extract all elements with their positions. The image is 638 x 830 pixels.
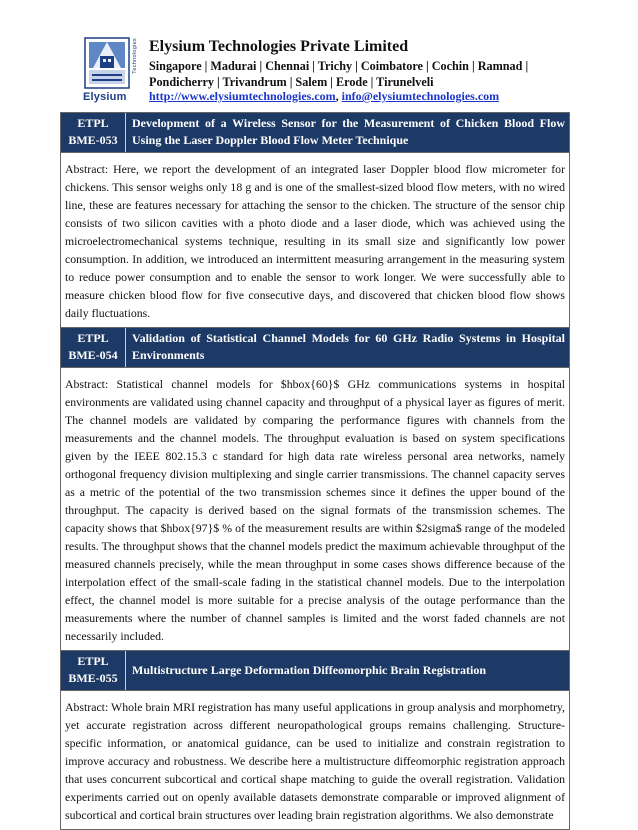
contact-separator: , — [335, 89, 342, 103]
entry-header — [61, 650, 569, 690]
entry-code-line1: ETPL — [77, 331, 109, 345]
company-locations: Singapore | Madurai | Chennai | Trichy | Coimbatore | Cochin | Ramnad | Pondicherry | Trivandrum | Salem | Erode | Tirunelveli — [149, 59, 529, 89]
entry-code-line2: BME-055 — [68, 671, 118, 685]
entry-abstract: Abstract: Here, we report the development of an integrated laser Doppler blood flow micrometer for chickens. This sensor weighs only 18 g and is one of the smallest-sized blood flow meters, with no wired line, these are features necessary for attaching the sensor to the chicken. The structure of the sensor chip consists of two silicon cavities with a photo diode and a laser diode, which was achieved using the microelectromechanical systems technique, resulting in its small size and significantly low power consumption. In addition, we introduced an intermittent measuring arrangement in the measuring system to reduce power consumption and to enable the sensor to work longer. We were successfully able to measure chicken blood flow for five consecutive days, and discovered that chicken blood flow shows daily fluctuations. — [61, 152, 569, 327]
entry-code-line1: ETPL — [77, 654, 109, 668]
page-header — [83, 30, 583, 106]
entry-code-line1: ETPL — [77, 116, 109, 130]
entry-title: Validation of Statistical Channel Models for 60 GHz Radio Systems in Hospital Environments — [132, 331, 565, 362]
company-name: Elysium Technologies Private Limited — [149, 38, 409, 55]
logo-wordmark: Elysium — [83, 91, 127, 103]
entry-title: Development of a Wireless Sensor for the Measurement of Chicken Blood Flow Using the Laser Doppler Blood Flow Meter Technique — [132, 116, 565, 147]
entry-abstract: Abstract: Whole brain MRI registration has many useful applications in group analysis and morphometry, yet accurate registration across different neuropathological groups remains challenging. Structure-specific information, or anatomical guidance, can be used to initialize and constrain registration to improve accuracy and robustness. We describe here a multistructure diffeomorphic registration approach that uses concurrent subcortical and cortical shape matching to guide the overall registration. Validation experiments carried out on openly available datasets demonstrate comparable or improved alignment of subcortical and cortical brain structures over leading brain registration algorithms. We also demonstrate — [61, 690, 569, 829]
entry-title: Multistructure Large Deformation Diffeomorphic Brain Registration — [132, 662, 487, 677]
contact-line — [149, 89, 499, 104]
website-link[interactable]: http://www.elysiumtechnologies.com — [149, 89, 336, 103]
project-list — [60, 112, 570, 830]
entry-abstract: Abstract: Statistical channel models for $hbox{60}$ GHz communications systems in hospital environments are validated using channel capacity and throughput of a physical layer as figures of merit. The channel models are validated by comparing the performance figures with channels from the measurements and the channel models. The throughput evaluation is based on system specifications given by the IEEE 802.15.3 c standard for high data rate wireless personal area networks, namely orthogonal frequency division multiplexing and single carrier transmissions. The channel capacity serves as a metric of the potential of the two transmission schemes since it defines the upper bound of the throughput. The capacity is derived based on the signal formats of the transmission schemes. The capacity shows that $hbox{97}$ % of the measurement results are within $2sigma$ range of the modeled results. The throughput shows that the channel models predict the maximum achievable throughput of the measured channels precisely, while the mean throughput in some cases shows difference because of the interpolation effect of the small-scale fading in the statistical channel models. Due to the interpolation effect, the channel model is more suitable for a precise analysis of the outage performance than the measurements where the number of channel samples is limited and the worst faded channels are not necessarily included. — [61, 367, 569, 650]
entry-code-line2: BME-053 — [68, 133, 118, 147]
entry-code — [61, 328, 126, 367]
entry-header — [61, 327, 569, 367]
entry-code — [61, 113, 126, 152]
entry-code — [61, 651, 126, 690]
entry-header — [61, 112, 569, 152]
company-logo — [83, 36, 145, 104]
logo-side-text: Technologies — [132, 38, 138, 74]
email-link[interactable]: info@elysiumtechnologies.com — [341, 89, 500, 103]
entry-code-line2: BME-054 — [68, 348, 118, 362]
